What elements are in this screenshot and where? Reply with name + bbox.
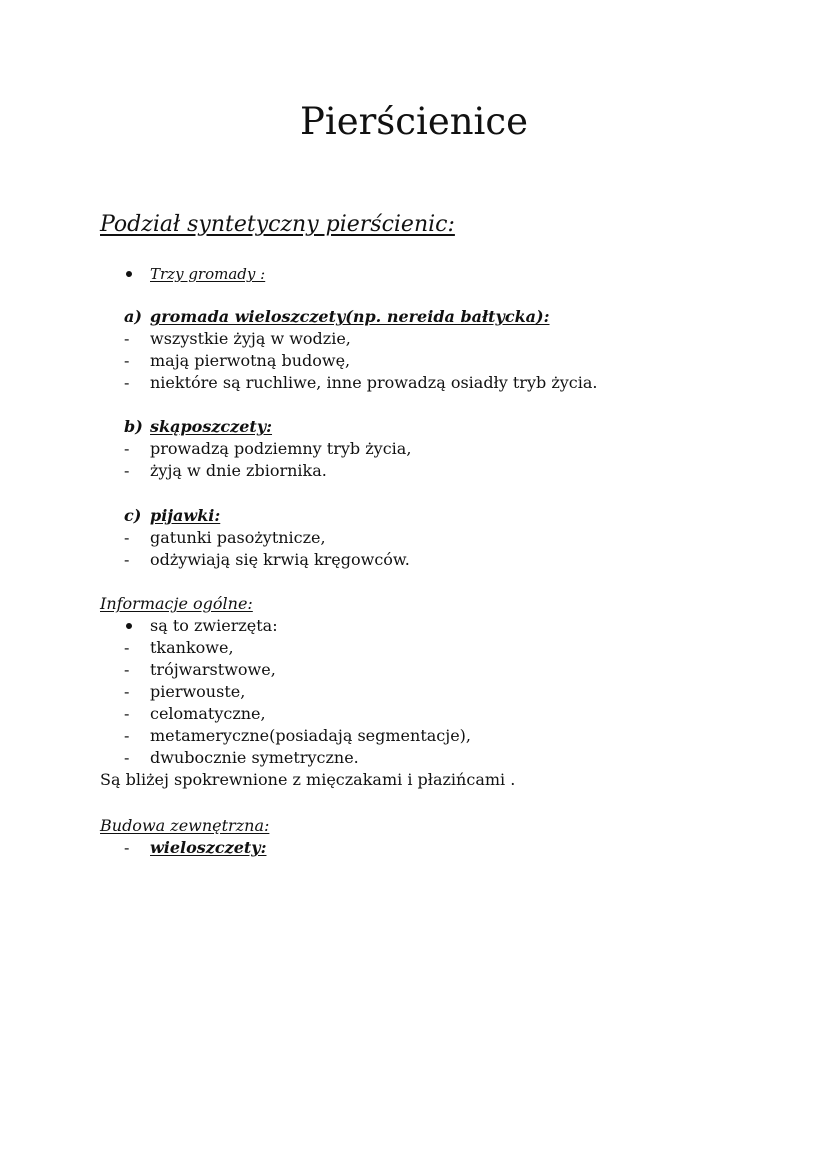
section-heading-division: Podział syntetyczny pierścienic: bbox=[100, 212, 455, 237]
footer-sentence: Są bliżej spokrewnione z mięczakami i płazińcami . bbox=[100, 770, 516, 789]
bullet-icon bbox=[126, 271, 132, 277]
list-item: trójwarstwowe, bbox=[150, 660, 276, 679]
dash-icon: - bbox=[124, 439, 130, 458]
bullet-icon bbox=[126, 623, 132, 629]
section-heading-external: Budowa zewnętrzna: bbox=[100, 816, 270, 835]
list-item: pierwouste, bbox=[150, 682, 246, 701]
list-item: tkankowe, bbox=[150, 638, 234, 657]
list-item: odżywiają się krwią kręgowców. bbox=[150, 550, 410, 569]
dash-icon: - bbox=[124, 461, 130, 480]
dash-icon: - bbox=[124, 373, 130, 392]
dash-icon: - bbox=[124, 351, 130, 370]
dash-icon: - bbox=[124, 660, 130, 679]
dash-icon: - bbox=[124, 682, 130, 701]
list-item: mają pierwotną budowę, bbox=[150, 351, 351, 370]
dash-icon: - bbox=[124, 329, 130, 348]
group-b-letter: b) bbox=[124, 417, 143, 436]
dash-icon: - bbox=[124, 726, 130, 745]
section-heading-general: Informacje ogólne: bbox=[100, 594, 253, 613]
group-c-letter: c) bbox=[124, 506, 142, 525]
list-item: gatunki pasożytnicze, bbox=[150, 528, 326, 547]
list-item: żyją w dnie zbiornika. bbox=[150, 461, 327, 480]
bullet-label: Trzy gromady : bbox=[150, 265, 266, 283]
group-b-name: skąposzczety: bbox=[150, 417, 273, 436]
list-item: niektóre są ruchliwe, inne prowadzą osiadły tryb życia. bbox=[150, 373, 598, 392]
bullet-text: są to zwierzęta: bbox=[150, 616, 278, 635]
list-item: celomatyczne, bbox=[150, 704, 266, 723]
dash-icon: - bbox=[124, 748, 130, 767]
dash-icon: - bbox=[124, 838, 130, 857]
dash-icon: - bbox=[124, 638, 130, 657]
list-item: wieloszczety: bbox=[150, 838, 267, 857]
group-a-letter: a) bbox=[124, 307, 142, 326]
list-item: dwubocznie symetryczne. bbox=[150, 748, 359, 767]
dash-icon: - bbox=[124, 550, 130, 569]
group-a-name: gromada wieloszczety(np. nereida bałtycka): bbox=[150, 307, 550, 326]
dash-icon: - bbox=[124, 704, 130, 723]
list-item: wszystkie żyją w wodzie, bbox=[150, 329, 351, 348]
dash-icon: - bbox=[124, 528, 130, 547]
group-c-name: pijawki: bbox=[150, 506, 221, 525]
page-title: Pierścienice bbox=[299, 100, 529, 143]
list-item: metameryczne(posiadają segmentacje), bbox=[150, 726, 472, 745]
list-item: prowadzą podziemny tryb życia, bbox=[150, 439, 412, 458]
